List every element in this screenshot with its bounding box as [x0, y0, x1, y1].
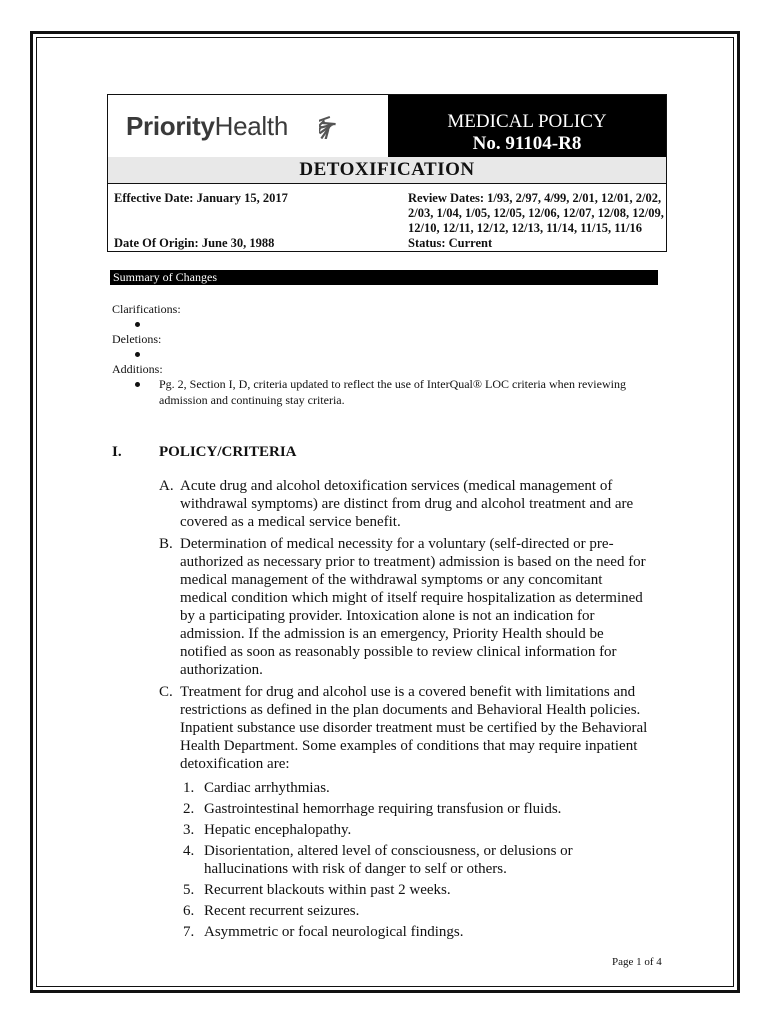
- condition-number: 4.: [183, 843, 195, 859]
- item-text-line: Determination of medical necessity for a voluntary (self-directed or pre-: [180, 536, 614, 552]
- logo-regular-text: Health: [214, 111, 288, 141]
- additions-bullet: [135, 382, 140, 387]
- item-label: B.: [159, 536, 173, 552]
- date-of-origin: Date Of Origin: June 30, 1988: [114, 236, 275, 250]
- additions-label: Additions:: [112, 362, 163, 376]
- condition-number: 6.: [183, 903, 195, 919]
- item-text-line: notified as soon as reasonably possible to review clinical information for: [180, 644, 617, 660]
- condition-text-line: Gastrointestinal hemorrhage requiring transfusion or fluids.: [204, 801, 562, 817]
- deletions-label: Deletions:: [112, 332, 162, 346]
- item-text-line: Treatment for drug and alcohol use is a covered benefit with limitations and: [180, 684, 636, 700]
- item-text-line: covered as a medical service benefit.: [180, 514, 401, 530]
- logo-bold-text: Priority: [126, 111, 215, 141]
- condition-number: 3.: [183, 822, 195, 838]
- condition-number: 1.: [183, 780, 195, 796]
- item-text-line: medical condition which might of itself require hospitalization as determined: [180, 590, 643, 606]
- item-label: C.: [159, 684, 173, 700]
- logo-fan-icon: [319, 101, 353, 139]
- logo-area: [108, 95, 388, 157]
- section-number: I.: [112, 444, 122, 460]
- item-text-line: Acute drug and alcohol detoxification services (medical management of: [180, 478, 613, 494]
- priority-health-logo: [126, 111, 288, 142]
- condition-text-line: Disorientation, altered level of consciousness, or delusions or: [204, 843, 573, 859]
- effective-date: Effective Date: January 15, 2017: [114, 191, 288, 205]
- policy-header: [107, 94, 667, 252]
- item-text-line: medical management of the withdrawal symptoms or any concomitant: [180, 572, 603, 588]
- item-text-line: authorization.: [180, 662, 263, 678]
- condition-number: 5.: [183, 882, 195, 898]
- item-text-line: Inpatient substance use disorder treatment must be certified by the Behavioral: [180, 720, 648, 736]
- policy-id-block: [388, 95, 666, 157]
- clarifications-label: Clarifications:: [112, 302, 181, 316]
- item-text-line: admission. If the admission is an emergency, Priority Health should be: [180, 626, 604, 642]
- condition-number: 7.: [183, 924, 195, 940]
- summary-heading: Summary of Changes: [110, 270, 658, 285]
- condition-text-line: hallucinations with risk of danger to self or others.: [204, 861, 507, 877]
- review-dates-line-1: Review Dates: 1/93, 2/97, 4/99, 2/01, 12/01, 2/02,: [408, 191, 662, 205]
- deletions-bullet: [135, 352, 140, 357]
- policy-number: No. 91104-R8: [472, 133, 582, 154]
- page-number: Page 1 of 4: [612, 956, 662, 968]
- review-dates-line-2: 2/03, 1/04, 1/05, 12/05, 12/06, 12/07, 12/08, 12/09,: [408, 206, 664, 220]
- condition-number: 2.: [183, 801, 195, 817]
- item-label: A.: [159, 478, 174, 494]
- review-dates-line-3: 12/10, 12/11, 12/12, 12/13, 11/14, 11/15, 11/16: [408, 221, 643, 235]
- condition-text-line: Hepatic encephalopathy.: [204, 822, 352, 838]
- clarifications-bullet: [135, 322, 140, 327]
- item-text-line: authorized as necessary prior to treatment) admission is based on the need for: [180, 554, 646, 570]
- item-text-line: Health Department. Some examples of conditions that may require inpatient: [180, 738, 638, 754]
- addition-line-1: Pg. 2, Section I, D, criteria updated to reflect the use of InterQual® LOC criteria when reviewing: [159, 377, 626, 391]
- item-text-line: detoxification are:: [180, 756, 290, 772]
- status: Status: Current: [408, 236, 493, 250]
- item-text-line: withdrawal symptoms) are distinct from drug and alcohol treatment and are: [180, 496, 634, 512]
- policy-label: MEDICAL POLICY: [447, 111, 607, 132]
- section-title: POLICY/CRITERIA: [159, 444, 297, 460]
- addition-line-2: admission and continuing stay criteria.: [159, 393, 345, 407]
- item-text-line: by a participating provider. Intoxication alone is not an indication for: [180, 608, 595, 624]
- item-text-line: restrictions as defined in the plan documents and Behavioral Health policies.: [180, 702, 641, 718]
- condition-text-line: Cardiac arrhythmias.: [204, 780, 330, 796]
- condition-text-line: Recent recurrent seizures.: [204, 903, 360, 919]
- condition-text-line: Recurrent blackouts within past 2 weeks.: [204, 882, 451, 898]
- condition-text-line: Asymmetric or focal neurological findings.: [204, 924, 464, 940]
- policy-title: DETOXIFICATION: [108, 157, 666, 184]
